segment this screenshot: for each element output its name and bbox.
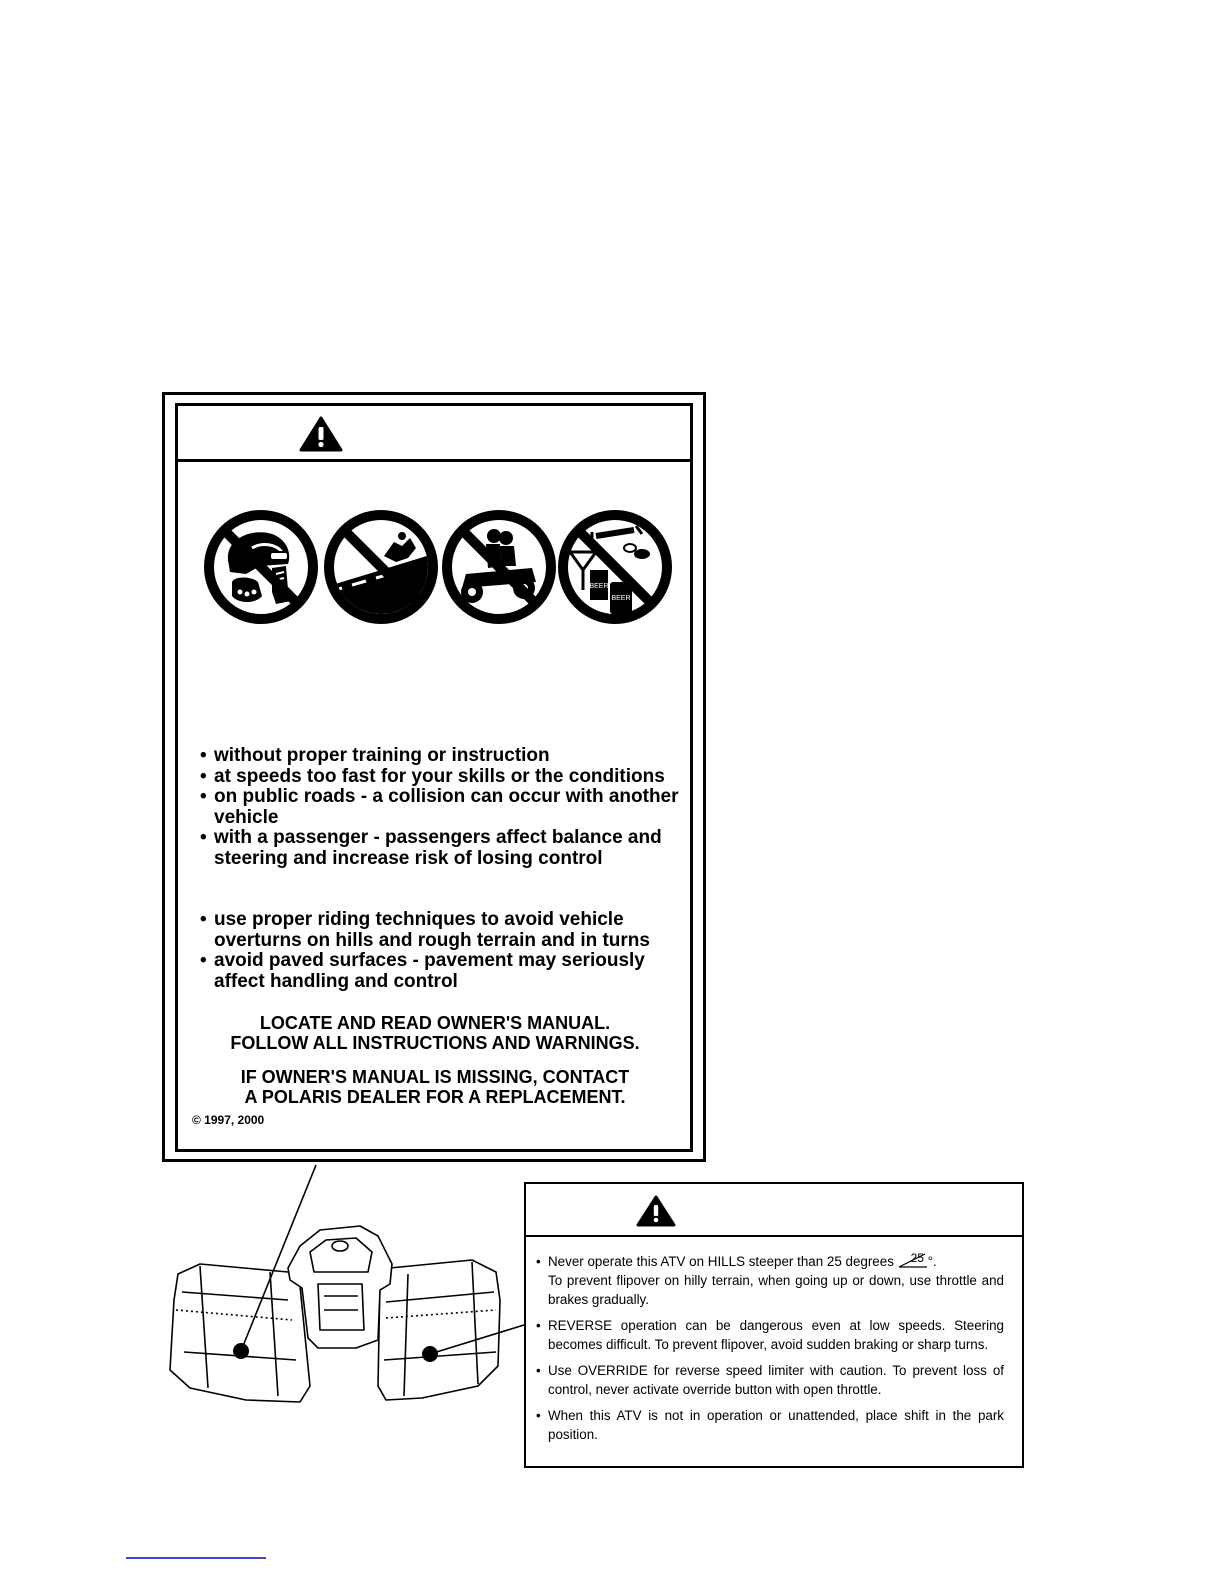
hazard-item: • on public roads - a collision can occur with another vehicle [200, 787, 682, 828]
manual-line-2: FOLLOW ALL INSTRUCTIONS AND WARNINGS. [230, 1033, 640, 1053]
park-warning-item: • When this ATV is not in operation or unattended, place shift in the park position. [536, 1406, 1004, 1444]
footer-rule [126, 1557, 266, 1559]
small-label-list [536, 1252, 1004, 1451]
missing-line-2: A POLARIS DEALER FOR A REPLACEMENT. [244, 1087, 626, 1107]
override-warning-item: • Use OVERRIDE for reverse speed limiter with caution. To prevent loss of control, never activate override button with open throttle. [536, 1361, 1004, 1399]
hazard-item: • with a passenger - passengers affect balance and steering and increase risk of losing control [200, 828, 682, 869]
advice-item: • avoid paved surfaces - pavement may seriously affect handling and control [200, 951, 682, 992]
hazard-item: • at speeds too fast for your skills or the conditions [200, 767, 682, 788]
copyright-text: © 1997, 2000 [192, 1113, 265, 1127]
reverse-warning-item: • REVERSE operation can be dangerous even at low speeds. Steering becomes difficult. To prevent flipover, avoid sudden braking or sharp turns. [536, 1316, 1004, 1354]
beer-can-text: BEER [589, 583, 609, 590]
slope-degrees: 25 [910, 1251, 924, 1265]
advice-item: • use proper riding techniques to avoid vehicle overturns on hills and rough terrain and in turns [200, 910, 682, 951]
hill-warning-text: Never operate this ATV on HILLS steeper than 25 degrees [548, 1254, 894, 1269]
slope-25-icon [898, 1252, 928, 1268]
small-label-header-divider [526, 1235, 1022, 1237]
slope-suffix: °. [927, 1254, 937, 1269]
missing-line-1: IF OWNER'S MANUAL IS MISSING, CONTACT [240, 1067, 630, 1087]
beer-can-text-2: BEER [611, 595, 631, 602]
manual-line-1: LOCATE AND READ OWNER'S MANUAL. [259, 1013, 611, 1033]
warning-triangle-icon-small [636, 1195, 676, 1227]
hazard-item: • without proper training or instruction [200, 746, 682, 767]
hill-warning-detail: To prevent flipover on hilly terrain, when going up or down, use throttle and brakes gradually. [548, 1273, 1004, 1307]
hill-warning-item [536, 1252, 1004, 1309]
